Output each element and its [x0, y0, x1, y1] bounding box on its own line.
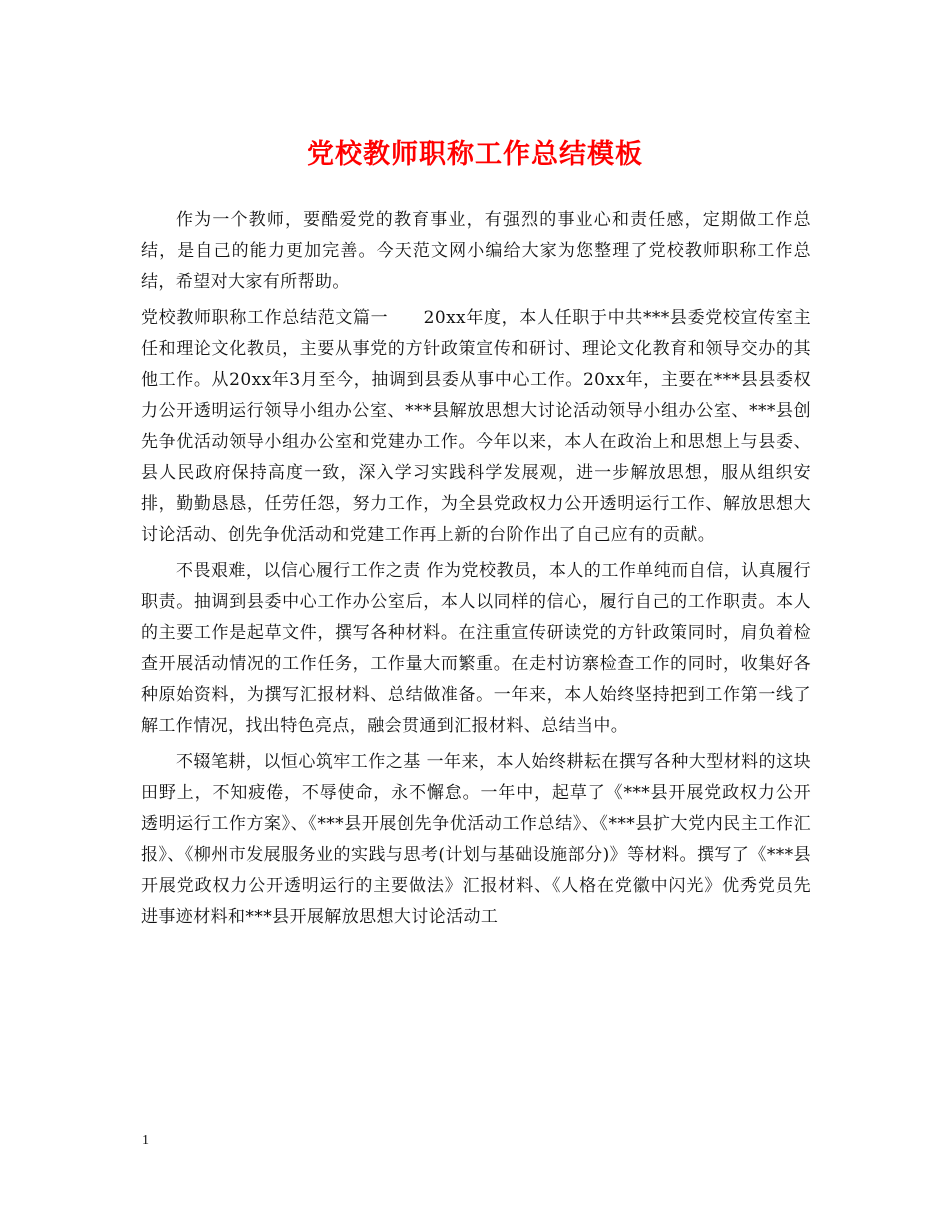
document-body: [141, 205, 811, 933]
body-paragraph-1: 党校教师职称工作总结范文篇一 20xx年度，本人任职于中共***县委党校宣传室主任和理论文化教员，主要从事党的方针政策宣传和研讨、理论文化教育和领导交办的其他工作。从20xx年3月至今，抽调到县委从事中心工作。20xx年，主要在***县县委权力公开透明运行领导小组办公室、***县解放思想大讨论活动领导小组办公室、***县创先争优活动领导小组办公室和党建办工作。今年以来，本人在政治上和思想上与县委、县人民政府保持高度一致，深入学习实践科学发展观，进一步解放思想，服从组织安排，勤勤恳恳，任劳任怨，努力工作，为全县党政权力公开透明运行工作、解放思想大讨论活动、创先争优活动和党建工作再上新的台阶作出了自己应有的贡献。: [141, 308, 811, 545]
document-title: 党校教师职称工作总结模板: [307, 139, 643, 170]
page-number: 1: [142, 1133, 149, 1148]
body-paragraph-2: 不畏艰难，以信心履行工作之责 作为党校教员，本人的工作单纯而自信，认真履行职责。抽调到县委中心工作办公室后，本人以同样的信心，履行自己的工作职责。本人的主要工作是起草文件，撰写各种材料。在注重宣传研读党的方针政策同时，肩负着检查开展活动情况的工作任务，工作量大而繁重。在走村访寨检查工作的同时，收集好各种原始资料，为撰写汇报材料、总结做准备。一年来，本人始终坚持把到工作第一线了解工作情况，找出特色亮点，融会贯通到汇报材料、总结当中。: [141, 561, 811, 736]
intro-paragraph: 作为一个教师，要酷爱党的教育事业，有强烈的事业心和责任感，定期做工作总结，是自己的能力更加完善。今天范文网小编给大家为您整理了党校教师职称工作总结，希望对大家有所帮助。: [141, 210, 811, 292]
body-paragraph-3: 不辍笔耕，以恒心筑牢工作之基 一年来，本人始终耕耘在撰写各种大型材料的这块田野上，不知疲倦，不辱使命，永不懈怠。一年中，起草了《***县开展党政权力公开透明运行工作方案》、《***县开展创先争优活动工作总结》、《***县扩大党内民主工作汇报》、《柳州市发展服务业的实践与思考(计划与基础设施部分)》等材料。撰写了《***县开展党政权力公开透明运行的主要做法》汇报材料、《人格在党徽中闪光》优秀党员先进事迹材料和***县开展解放思想大讨论活动工: [141, 752, 811, 927]
